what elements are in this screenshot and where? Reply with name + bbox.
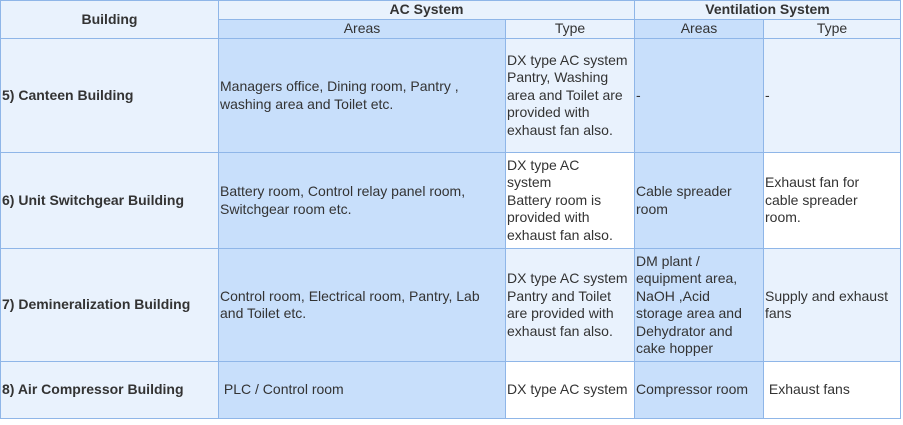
cell-line: room xyxy=(636,200,668,217)
header-ventilation-system: Ventilation System xyxy=(635,1,901,20)
ac-type-cell xyxy=(506,153,635,249)
cell-line: provided with xyxy=(507,104,590,121)
vent-areas-cell xyxy=(635,249,764,362)
vent-areas-cell xyxy=(635,153,764,249)
cell-line: equipment area, xyxy=(636,270,738,286)
vent-type-cell xyxy=(764,249,901,362)
cell-line: system xyxy=(507,174,552,191)
cell-line: DX type AC xyxy=(507,156,580,173)
ac-type-cell xyxy=(506,362,635,419)
cell-line: Cable spreader xyxy=(636,183,732,199)
building-name: 6) Unit Switchgear Building xyxy=(1,153,219,249)
cell-line: DM plant / xyxy=(636,252,700,269)
ac-type-cell xyxy=(506,39,635,153)
header-building: Building xyxy=(1,1,219,39)
cell-line: Dehydrator and xyxy=(636,322,733,339)
header-ac-areas: Areas xyxy=(219,20,506,39)
ac-areas-cell xyxy=(219,362,506,419)
cell-line: Exhaust fans xyxy=(765,381,850,398)
cell-line: washing area and Toilet etc. xyxy=(220,95,394,112)
cell-line: room. xyxy=(765,209,801,226)
header-ac-type: Type xyxy=(506,20,635,39)
table-row xyxy=(1,39,901,153)
vent-areas-cell xyxy=(635,362,764,419)
cell-line: storage area and xyxy=(636,305,742,321)
cell-line: DX type AC system xyxy=(507,381,628,398)
vent-type-cell xyxy=(764,153,901,249)
table-row xyxy=(1,249,901,362)
cell-line: provided with xyxy=(507,209,590,226)
table-row xyxy=(1,362,901,419)
vent-type-cell xyxy=(764,39,901,153)
cell-line: Supply and exhaust xyxy=(765,287,888,304)
cell-line: Managers office, Dining room, Pantry , xyxy=(220,78,459,94)
header-vent-type: Type xyxy=(764,20,901,39)
table-row xyxy=(1,153,901,249)
cell-line: Compressor room xyxy=(636,381,749,398)
cell-line: DX type AC system xyxy=(507,51,628,68)
cell-line: exhaust fan also. xyxy=(507,121,613,138)
ac-areas-cell xyxy=(219,249,506,362)
cell-line: DX type AC system xyxy=(507,270,628,286)
cell-line: Battery room is xyxy=(507,191,602,208)
cell-line: exhaust fan also. xyxy=(507,226,613,243)
header-vent-areas: Areas xyxy=(635,20,764,39)
cell-line: NaOH ,Acid xyxy=(636,287,710,304)
cell-line: cable spreader xyxy=(765,191,858,208)
cell-line: fans xyxy=(765,305,792,321)
cell-line: exhaust fan also. xyxy=(507,322,613,339)
cell-line: Pantry and Toilet xyxy=(507,287,612,304)
cell-line: and Toilet etc. xyxy=(220,305,307,321)
cell-line: Control room, Electrical room, Pantry, Lab xyxy=(220,287,480,304)
ac-type-cell xyxy=(506,249,635,362)
cell-line: - xyxy=(636,86,641,103)
cell-line: Battery room, Control relay panel room, xyxy=(220,183,466,199)
building-name: 5) Canteen Building xyxy=(1,39,219,153)
vent-type-cell xyxy=(764,362,901,419)
cell-line: area and Toilet are xyxy=(507,86,623,103)
cell-line: Exhaust fan for xyxy=(765,174,860,191)
ac-areas-cell xyxy=(219,153,506,249)
vent-areas-cell xyxy=(635,39,764,153)
cell-line: Pantry, Washing xyxy=(507,69,609,86)
building-name: 7) Demineralization Building xyxy=(1,249,219,362)
cell-line: PLC / Control room xyxy=(220,381,344,398)
cell-line: Switchgear room etc. xyxy=(220,200,352,217)
cell-line: are provided with xyxy=(507,305,614,321)
ac-areas-cell xyxy=(219,39,506,153)
header-ac-system: AC System xyxy=(219,1,635,20)
cell-line: cake hopper xyxy=(636,340,714,356)
cell-line: - xyxy=(765,86,770,103)
building-name: 8) Air Compressor Building xyxy=(1,362,219,419)
